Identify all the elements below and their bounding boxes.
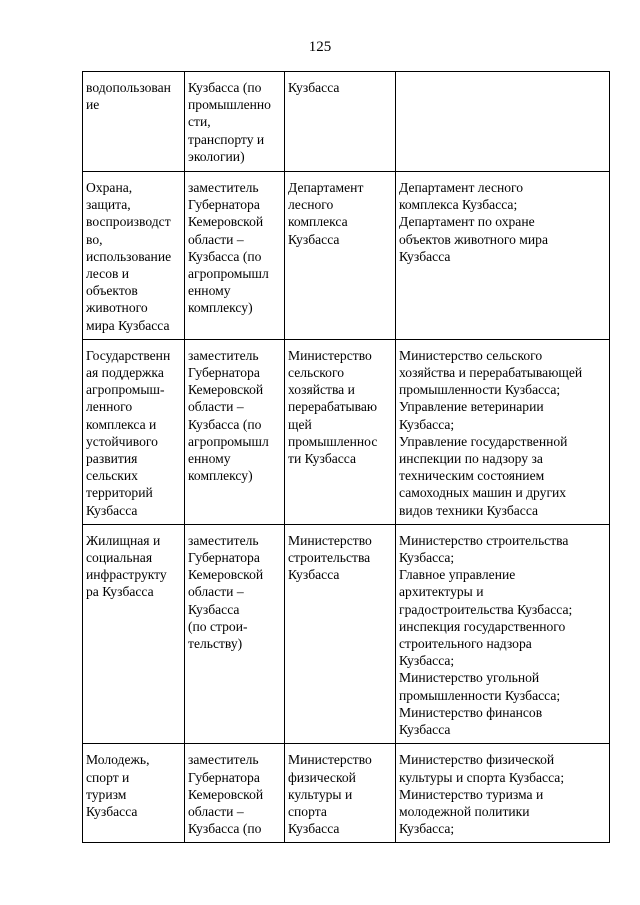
cell-responsible: Министерство физической культуры и спорта Кузбасса (285, 744, 396, 843)
cell-sphere: Жилищная и социальная инфраструкту ра Кузбасса (83, 524, 185, 743)
cell-sphere: Охрана, защита, воспроизводст во, использование лесов и объектов животного мира Кузбасса (83, 172, 185, 340)
cell-coexecutors: Министерство физической культуры и спорта Кузбасса; Министерство туризма и молодежной политики Кузбасса; (396, 744, 610, 843)
cell-coexecutors (396, 72, 610, 172)
table-row (83, 339, 610, 524)
cell-curator: заместитель Губернатора Кемеровской области – Кузбасса (по агропромышл енному комплексу) (185, 339, 285, 524)
cell-coexecutors: Министерство сельского хозяйства и перерабатывающей промышленности Кузбасса; Управление ветеринарии Кузбасса; Управление государственной инспекции по надзору за техническим состоянием самоходных машин и других видов техники Кузбасса (396, 339, 610, 524)
cell-sphere: водопользован ие (83, 72, 185, 172)
cell-responsible: Кузбасса (285, 72, 396, 172)
cell-responsible: Министерство сельского хозяйства и перерабатываю щей промышленнос ти Кузбасса (285, 339, 396, 524)
cell-responsible: Департамент лесного комплекса Кузбасса (285, 172, 396, 340)
cell-coexecutors: Министерство строительства Кузбасса; Главное управление архитектуры и градостроительства Кузбасса; инспекция государственного строительного надзора Кузбасса; Министерство угольной промышленности Кузбасса; Министерство финансов Кузбасса (396, 524, 610, 743)
cell-coexecutors: Департамент лесного комплекса Кузбасса; Департамент по охране объектов животного мира Кузбасса (396, 172, 610, 340)
cell-sphere: Молодежь, спорт и туризм Кузбасса (83, 744, 185, 843)
table-row (83, 524, 610, 743)
cell-curator: заместитель Губернатора Кемеровской области – Кузбасса (по строи- тельству) (185, 524, 285, 743)
cell-curator: заместитель Губернатора Кемеровской области – Кузбасса (по агропромышл енному комплексу) (185, 172, 285, 340)
table-row (83, 172, 610, 340)
page-number: 125 (308, 39, 332, 55)
programs-table (82, 71, 610, 843)
cell-curator: Кузбасса (по промышленно сти, транспорту и экологии) (185, 72, 285, 172)
table-row (83, 744, 610, 843)
cell-responsible: Министерство строительства Кузбасса (285, 524, 396, 743)
cell-curator: заместитель Губернатора Кемеровской области – Кузбасса (по (185, 744, 285, 843)
cell-sphere: Государственн ая поддержка агропромыш- ленного комплекса и устойчивого развития сельских территорий Кузбасса (83, 339, 185, 524)
table-row (83, 72, 610, 172)
